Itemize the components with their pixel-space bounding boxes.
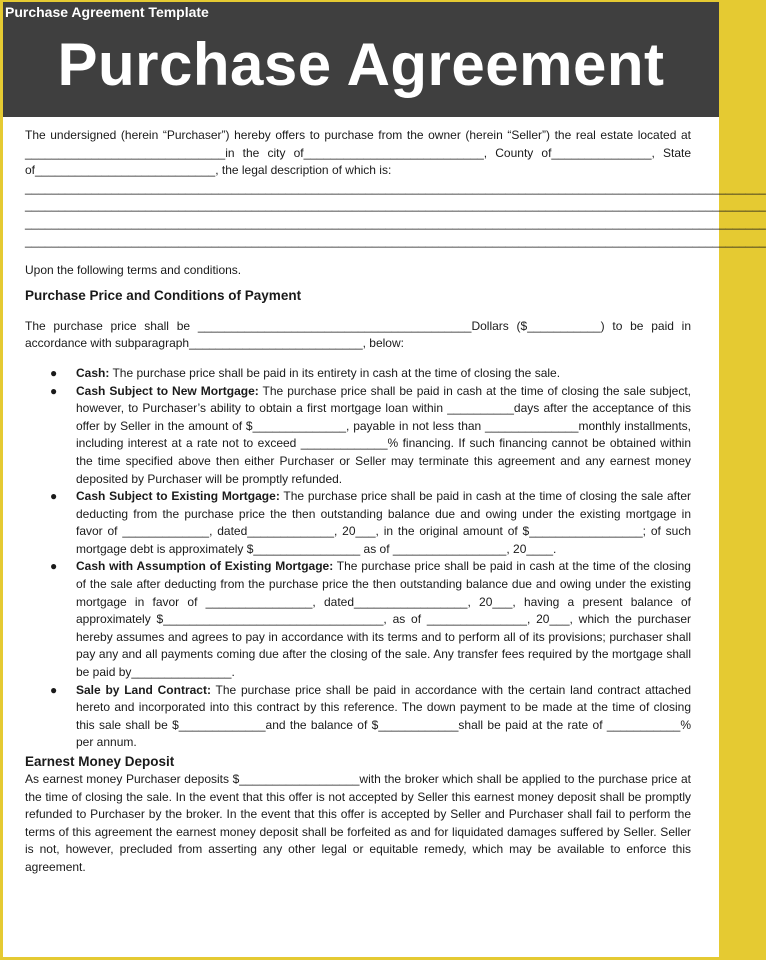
- legal-description-line: _______________________________________________________________________________________________________________: [25, 215, 766, 230]
- list-item: [25, 383, 691, 489]
- document-body: [25, 127, 766, 877]
- bullet-icon: ●: [50, 383, 58, 398]
- term-label: Cash:: [76, 365, 110, 380]
- list-item: [25, 682, 691, 752]
- terms-intro: Upon the following terms and conditions.: [25, 263, 242, 278]
- document-page: [3, 2, 766, 957]
- term-label: Cash with Assumption of Existing Mortgage:: [76, 559, 334, 574]
- page-title: Purchase Agreement: [57, 31, 665, 98]
- list-item: [25, 488, 691, 558]
- legal-description-line: _______________________________________________________________________________________________________________: [25, 233, 766, 248]
- template-label: Purchase Agreement Template: [5, 4, 209, 20]
- purchase-price-paragraph: The purchase price shall be _________________________________________Dollars ($___________) to be paid in accordance with subparagraph__________________________, below:: [25, 318, 691, 351]
- term-text: The purchase price shall be paid in cash at the time of closing the sale after deducting from the purchase price the then outstanding balance due and owing under the existing mortgage in favor of _____________, dated_____________, 20___, in the original amount of $_________________; of such mortgage debt is approximately $________________ as of _________________, 20____.: [76, 489, 691, 556]
- earnest-money-paragraph: As earnest money Purchaser deposits $__________________with the broker which shall be applied to the purchase price at the time of closing the sale. In the event that this offer is not accepted by Seller this earnest money deposit shall be promptly refunded to Purchaser by the broker. In the event that this offer is accepted by Seller and Purchaser shall fail to perform the terms of this agreement the earnest money deposit shall be forfeited as and for liquidated damages suffered by Seller. Seller is not, however, precluded from asserting any other legal or equitable remedy, which may be available to enforce this agreement.: [25, 772, 691, 874]
- earnest-money-heading: Earnest Money Deposit: [25, 754, 175, 769]
- intro-paragraph: The undersigned (herein “Purchaser”) hereby offers to purchase from the owner (herein “Seller”) the real estate located at ______________________________in the city of___________________________, County of_______________, State of___________________________, the legal description of which is:: [25, 128, 691, 178]
- bullet-icon: ●: [50, 559, 58, 574]
- bullet-icon: ●: [50, 682, 58, 697]
- term-text: The purchase price shall be paid in accordance with the certain land contract attached hereto and incorporated into this contract by this reference. The down payment to be made at the time of closing this sale shall be $_____________and the balance of $____________shall be paid at the rate of ___________% per annum.: [76, 682, 691, 750]
- term-label: Cash Subject to New Mortgage:: [76, 383, 259, 398]
- header-banner: [3, 2, 719, 117]
- purchase-price-heading: Purchase Price and Conditions of Payment: [25, 287, 302, 303]
- term-label: Cash Subject to Existing Mortgage:: [76, 489, 280, 504]
- term-label: Sale by Land Contract:: [76, 682, 211, 697]
- term-text: The purchase price shall be paid in its entirety in cash at the time of closing the sale.: [109, 365, 561, 380]
- bullet-icon: ●: [50, 489, 58, 504]
- bullet-icon: ●: [50, 365, 58, 380]
- legal-description-line: _______________________________________________________________________________________________________________: [25, 198, 766, 213]
- term-text: The purchase price shall be paid in cash at the time of closing the sale subject, however, to Purchaser’s ability to obtain a first mortgage loan within __________days after the acceptance of this offer by Seller in the amount of $______________, payable in not less than ______________monthly installments, including interest at a rate not to exceed _____________% financing. If such financing cannot be obtained within the time specified above then either Purchaser or Seller may terminate this agreement and any earnest money deposited by Purchaser will be promptly refunded.: [76, 383, 691, 486]
- legal-description-line: _______________________________________________________________________________________________________________: [25, 180, 766, 195]
- list-item: [25, 365, 691, 383]
- list-item: [25, 558, 691, 681]
- payment-terms-list: [25, 365, 691, 752]
- term-text: The purchase price shall be paid in cash at the time of the closing of the sale after deducting from the purchase price the then outstanding balance due and owing under the existing mortgage in favor of ________________, dated_________________, 20___, having a present balance of approximately $_________________________________, as of _______________, 20___, which the purchaser hereby assumes and agrees to pay in accordance with its terms and to perform all of its provisions; purchaser shall pay any and all payments coming due after the closing of the sale. Any transfer fees required by the mortgage shall be paid by_______________.: [76, 559, 691, 680]
